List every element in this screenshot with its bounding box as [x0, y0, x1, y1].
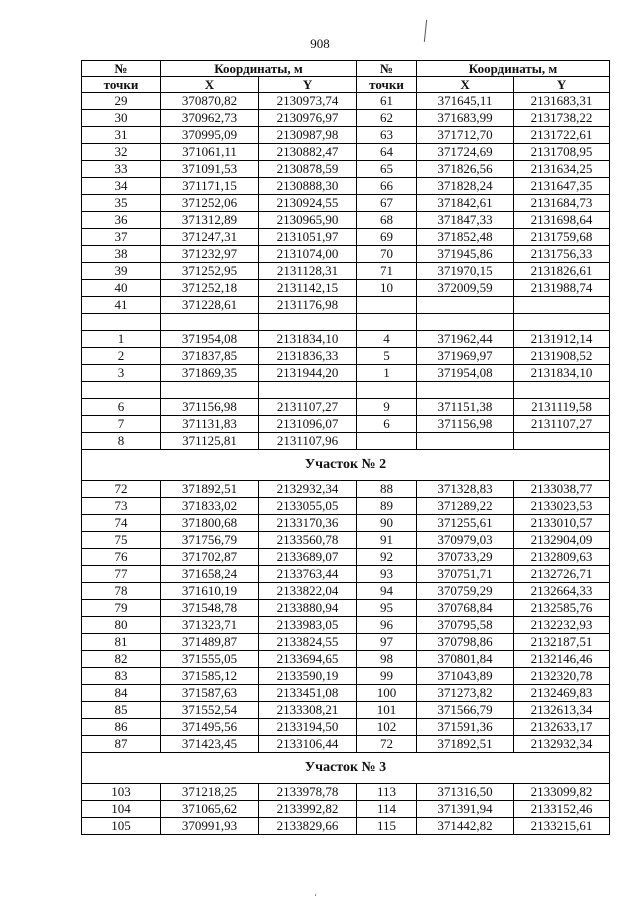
x-coordinate-cell: 371065,62 [161, 801, 259, 818]
y-coordinate-cell: 2131096,07 [259, 416, 357, 433]
y-coordinate-cell: 2131119,58 [514, 399, 610, 416]
point-number-cell: 103 [82, 784, 161, 801]
x-coordinate-cell: 371442,82 [417, 818, 514, 835]
point-number-cell: 74 [82, 515, 161, 532]
point-number-cell: 99 [357, 668, 417, 685]
table-row [82, 719, 610, 736]
y-coordinate-cell: 2131836,33 [259, 348, 357, 365]
point-number-cell: 76 [82, 549, 161, 566]
y-coordinate-cell: 2133055,05 [259, 498, 357, 515]
table-row [82, 532, 610, 549]
point-number-cell: 94 [357, 583, 417, 600]
table-row [82, 801, 610, 818]
point-number-cell: 93 [357, 566, 417, 583]
y-coordinate-cell: 2133560,78 [259, 532, 357, 549]
point-number-cell: 4 [357, 331, 417, 348]
point-number-cell: 68 [357, 212, 417, 229]
point-number-cell: 9 [357, 399, 417, 416]
table-row [82, 651, 610, 668]
y-coordinate-cell [259, 382, 357, 399]
x-coordinate-cell [417, 314, 514, 331]
point-number-cell: 33 [82, 161, 161, 178]
x-coordinate-cell: 371587,63 [161, 685, 259, 702]
point-number-cell: 34 [82, 178, 161, 195]
table-row [82, 702, 610, 719]
point-number-cell: 31 [82, 127, 161, 144]
table-row [82, 246, 610, 263]
x-coordinate-cell: 371847,33 [417, 212, 514, 229]
y-coordinate-cell: 2131107,96 [259, 433, 357, 450]
table-row [82, 784, 610, 801]
point-number-cell: 36 [82, 212, 161, 229]
y-coordinate-cell: 2133215,61 [514, 818, 610, 835]
point-number-header-bottom: точки [357, 77, 417, 93]
table-row [82, 229, 610, 246]
y-coordinate-cell: 2132585,76 [514, 600, 610, 617]
table-row [82, 668, 610, 685]
x-header: X [161, 77, 259, 93]
y-coordinate-cell: 2133170,36 [259, 515, 357, 532]
x-coordinate-cell: 371712,70 [417, 127, 514, 144]
table-row [82, 195, 610, 212]
y-coordinate-cell: 2131128,31 [259, 263, 357, 280]
y-coordinate-cell: 2133010,57 [514, 515, 610, 532]
y-coordinate-cell: 2130973,74 [259, 93, 357, 110]
x-coordinate-cell: 371255,61 [417, 515, 514, 532]
point-number-cell: 67 [357, 195, 417, 212]
point-number-cell: 61 [357, 93, 417, 110]
y-coordinate-cell: 2133451,08 [259, 685, 357, 702]
y-coordinate-cell: 2132664,33 [514, 583, 610, 600]
coordinates-header: Координаты, м [161, 61, 357, 77]
point-number-cell: 72 [82, 481, 161, 498]
x-coordinate-cell: 371125,81 [161, 433, 259, 450]
point-number-cell: 5 [357, 348, 417, 365]
table-row [82, 297, 610, 314]
y-coordinate-cell: 2130924,55 [259, 195, 357, 212]
point-number-header-bottom: точки [82, 77, 161, 93]
table-row [82, 498, 610, 515]
point-number-cell: 38 [82, 246, 161, 263]
point-number-cell: 100 [357, 685, 417, 702]
point-number-cell [357, 382, 417, 399]
y-coordinate-cell: 2132320,78 [514, 668, 610, 685]
y-coordinate-cell: 2131908,52 [514, 348, 610, 365]
y-coordinate-cell: 2131142,15 [259, 280, 357, 297]
point-number-cell: 98 [357, 651, 417, 668]
point-number-cell: 104 [82, 801, 161, 818]
y-coordinate-cell: 2131756,33 [514, 246, 610, 263]
x-coordinate-cell: 371555,05 [161, 651, 259, 668]
table-row [82, 634, 610, 651]
point-number-cell: 90 [357, 515, 417, 532]
x-coordinate-cell: 370962,73 [161, 110, 259, 127]
x-coordinate-cell [161, 314, 259, 331]
x-coordinate-cell: 371252,18 [161, 280, 259, 297]
point-number-cell: 82 [82, 651, 161, 668]
y-header: Y [259, 77, 357, 93]
y-coordinate-cell: 2133992,82 [259, 801, 357, 818]
x-coordinate-cell: 371892,51 [161, 481, 259, 498]
x-coordinate-cell: 371252,06 [161, 195, 259, 212]
x-coordinate-cell: 371800,68 [161, 515, 259, 532]
coordinates-table [81, 60, 610, 835]
y-coordinate-cell: 2130878,59 [259, 161, 357, 178]
point-number-cell: 41 [82, 297, 161, 314]
point-number-cell [82, 314, 161, 331]
x-coordinate-cell: 371252,95 [161, 263, 259, 280]
y-coordinate-cell: 2133978,78 [259, 784, 357, 801]
x-coordinate-cell: 371323,71 [161, 617, 259, 634]
y-coordinate-cell: 2133099,82 [514, 784, 610, 801]
x-coordinate-cell: 371061,11 [161, 144, 259, 161]
point-number-cell: 81 [82, 634, 161, 651]
y-coordinate-cell: 2130976,97 [259, 110, 357, 127]
y-coordinate-cell: 2132146,46 [514, 651, 610, 668]
x-coordinate-cell: 370870,82 [161, 93, 259, 110]
point-number-cell: 29 [82, 93, 161, 110]
x-coordinate-cell: 371658,24 [161, 566, 259, 583]
x-coordinate-cell: 371970,15 [417, 263, 514, 280]
y-coordinate-cell: 2131176,98 [259, 297, 357, 314]
point-number-cell: 114 [357, 801, 417, 818]
point-number-cell: 3 [82, 365, 161, 382]
x-coordinate-cell: 371495,56 [161, 719, 259, 736]
point-number-cell: 89 [357, 498, 417, 515]
point-number-cell: 83 [82, 668, 161, 685]
table-row [82, 314, 610, 331]
table-row [82, 144, 610, 161]
x-coordinate-cell: 371228,61 [161, 297, 259, 314]
x-coordinate-cell: 371156,98 [417, 416, 514, 433]
x-coordinate-cell: 371756,79 [161, 532, 259, 549]
point-number-cell: 39 [82, 263, 161, 280]
table-row [82, 818, 610, 835]
x-coordinate-cell: 371151,38 [417, 399, 514, 416]
y-coordinate-cell: 2130888,30 [259, 178, 357, 195]
point-number-cell: 70 [357, 246, 417, 263]
y-coordinate-cell: 2132809,63 [514, 549, 610, 566]
point-number-cell: 105 [82, 818, 161, 835]
y-coordinate-cell: 2132726,71 [514, 566, 610, 583]
x-coordinate-cell: 371423,45 [161, 736, 259, 753]
x-coordinate-cell: 370801,84 [417, 651, 514, 668]
table-row [82, 382, 610, 399]
y-coordinate-cell: 2130965,90 [259, 212, 357, 229]
y-coordinate-cell: 2131826,61 [514, 263, 610, 280]
point-number-cell: 77 [82, 566, 161, 583]
point-number-cell [357, 433, 417, 450]
y-coordinate-cell [514, 433, 610, 450]
x-coordinate-cell: 371837,85 [161, 348, 259, 365]
point-number-cell: 10 [357, 280, 417, 297]
table-row [82, 583, 610, 600]
y-coordinate-cell: 2132904,09 [514, 532, 610, 549]
y-coordinate-cell: 2130882,47 [259, 144, 357, 161]
coordinates-header: Координаты, м [417, 61, 610, 77]
y-coordinate-cell: 2131698,64 [514, 212, 610, 229]
y-coordinate-cell: 2133106,44 [259, 736, 357, 753]
y-coordinate-cell: 2131834,10 [514, 365, 610, 382]
x-coordinate-cell: 371489,87 [161, 634, 259, 651]
y-coordinate-cell: 2133038,77 [514, 481, 610, 498]
x-coordinate-cell: 371683,99 [417, 110, 514, 127]
point-number-cell: 96 [357, 617, 417, 634]
point-number-cell: 2 [82, 348, 161, 365]
x-coordinate-cell: 371232,97 [161, 246, 259, 263]
table-row [82, 212, 610, 229]
point-number-cell: 95 [357, 600, 417, 617]
y-coordinate-cell: 2131944,20 [259, 365, 357, 382]
point-number-cell: 63 [357, 127, 417, 144]
point-number-cell: 7 [82, 416, 161, 433]
x-coordinate-cell: 371289,22 [417, 498, 514, 515]
table-row [82, 736, 610, 753]
table-row [82, 515, 610, 532]
x-header: X [417, 77, 514, 93]
table-row [82, 549, 610, 566]
x-coordinate-cell: 371969,97 [417, 348, 514, 365]
point-number-cell [357, 297, 417, 314]
section-heading: Участок № 2 [82, 450, 610, 481]
section-heading-row [82, 450, 610, 481]
x-coordinate-cell: 370798,86 [417, 634, 514, 651]
table-row [82, 481, 610, 498]
section-heading: Участок № 3 [82, 753, 610, 784]
table-row [82, 348, 610, 365]
x-coordinate-cell [161, 382, 259, 399]
point-number-cell: 71 [357, 263, 417, 280]
y-coordinate-cell: 2131834,10 [259, 331, 357, 348]
point-number-cell: 102 [357, 719, 417, 736]
y-coordinate-cell: 2132187,51 [514, 634, 610, 651]
point-number-cell: 91 [357, 532, 417, 549]
x-coordinate-cell: 370751,71 [417, 566, 514, 583]
point-number-cell: 1 [82, 331, 161, 348]
point-number-cell [357, 314, 417, 331]
x-coordinate-cell: 371724,69 [417, 144, 514, 161]
y-coordinate-cell: 2133308,21 [259, 702, 357, 719]
x-coordinate-cell: 371591,36 [417, 719, 514, 736]
point-number-cell: 115 [357, 818, 417, 835]
x-coordinate-cell: 370991,93 [161, 818, 259, 835]
point-number-cell: 6 [82, 399, 161, 416]
y-coordinate-cell: 2130987,98 [259, 127, 357, 144]
x-coordinate-cell: 371610,19 [161, 583, 259, 600]
page-number: 908 [310, 36, 330, 51]
x-coordinate-cell: 371852,48 [417, 229, 514, 246]
point-number-cell: 6 [357, 416, 417, 433]
y-coordinate-cell: 2131759,68 [514, 229, 610, 246]
y-coordinate-cell: 2132469,83 [514, 685, 610, 702]
point-number-cell: 92 [357, 549, 417, 566]
y-coordinate-cell [259, 314, 357, 331]
x-coordinate-cell: 371091,53 [161, 161, 259, 178]
x-coordinate-cell: 370733,29 [417, 549, 514, 566]
y-coordinate-cell: 2131634,25 [514, 161, 610, 178]
y-coordinate-cell: 2133689,07 [259, 549, 357, 566]
point-number-cell: 80 [82, 617, 161, 634]
point-number-cell: 35 [82, 195, 161, 212]
x-coordinate-cell: 371548,78 [161, 600, 259, 617]
x-coordinate-cell: 372009,59 [417, 280, 514, 297]
y-coordinate-cell: 2133152,46 [514, 801, 610, 818]
y-coordinate-cell: 2131988,74 [514, 280, 610, 297]
y-coordinate-cell [514, 314, 610, 331]
point-number-cell: 79 [82, 600, 161, 617]
point-number-cell: 8 [82, 433, 161, 450]
x-coordinate-cell: 370795,58 [417, 617, 514, 634]
x-coordinate-cell [417, 382, 514, 399]
y-coordinate-cell: 2131738,22 [514, 110, 610, 127]
x-coordinate-cell: 371218,25 [161, 784, 259, 801]
y-coordinate-cell [514, 382, 610, 399]
table-row [82, 178, 610, 195]
y-coordinate-cell: 2132613,34 [514, 702, 610, 719]
x-coordinate-cell: 371585,12 [161, 668, 259, 685]
point-number-cell: 65 [357, 161, 417, 178]
point-number-header-top: № [357, 61, 417, 77]
y-coordinate-cell: 2131684,73 [514, 195, 610, 212]
table-row [82, 685, 610, 702]
table-header [82, 61, 610, 93]
y-coordinate-cell: 2133763,44 [259, 566, 357, 583]
table-row [82, 416, 610, 433]
x-coordinate-cell: 371131,83 [161, 416, 259, 433]
x-coordinate-cell: 371945,86 [417, 246, 514, 263]
x-coordinate-cell: 371043,89 [417, 668, 514, 685]
point-number-cell [82, 382, 161, 399]
x-coordinate-cell: 371702,87 [161, 549, 259, 566]
y-coordinate-cell: 2131722,61 [514, 127, 610, 144]
point-number-cell: 84 [82, 685, 161, 702]
point-number-cell: 69 [357, 229, 417, 246]
y-coordinate-cell: 2131647,35 [514, 178, 610, 195]
y-coordinate-cell: 2131074,00 [259, 246, 357, 263]
x-coordinate-cell: 370995,09 [161, 127, 259, 144]
x-coordinate-cell: 371247,31 [161, 229, 259, 246]
y-coordinate-cell: 2133880,94 [259, 600, 357, 617]
point-number-cell: 66 [357, 178, 417, 195]
table-row [82, 127, 610, 144]
point-number-cell: 62 [357, 110, 417, 127]
x-coordinate-cell: 371312,89 [161, 212, 259, 229]
table-row [82, 263, 610, 280]
point-number-header-top: № [82, 61, 161, 77]
point-number-cell: 85 [82, 702, 161, 719]
x-coordinate-cell: 370979,03 [417, 532, 514, 549]
point-number-cell: 87 [82, 736, 161, 753]
point-number-cell: 86 [82, 719, 161, 736]
x-coordinate-cell: 371892,51 [417, 736, 514, 753]
y-coordinate-cell: 2133822,04 [259, 583, 357, 600]
point-number-cell: 37 [82, 229, 161, 246]
table-row [82, 93, 610, 110]
table-row [82, 566, 610, 583]
x-coordinate-cell: 371566,79 [417, 702, 514, 719]
y-header: Y [514, 77, 610, 93]
scan-artifact-dot: ، [314, 888, 317, 898]
point-number-cell: 40 [82, 280, 161, 297]
x-coordinate-cell: 371171,15 [161, 178, 259, 195]
table-body [82, 93, 610, 835]
y-coordinate-cell: 2133194,50 [259, 719, 357, 736]
x-coordinate-cell [417, 433, 514, 450]
y-coordinate-cell: 2131107,27 [259, 399, 357, 416]
x-coordinate-cell: 371273,82 [417, 685, 514, 702]
x-coordinate-cell: 371328,83 [417, 481, 514, 498]
x-coordinate-cell: 371833,02 [161, 498, 259, 515]
y-coordinate-cell: 2133590,19 [259, 668, 357, 685]
x-coordinate-cell: 371316,50 [417, 784, 514, 801]
y-coordinate-cell: 2133023,53 [514, 498, 610, 515]
y-coordinate-cell: 2131912,14 [514, 331, 610, 348]
point-number-cell: 64 [357, 144, 417, 161]
point-number-cell: 30 [82, 110, 161, 127]
y-coordinate-cell: 2132932,34 [259, 481, 357, 498]
table-row [82, 600, 610, 617]
x-coordinate-cell: 371552,54 [161, 702, 259, 719]
point-number-cell: 78 [82, 583, 161, 600]
x-coordinate-cell: 371869,35 [161, 365, 259, 382]
y-coordinate-cell: 2131107,27 [514, 416, 610, 433]
x-coordinate-cell: 370768,84 [417, 600, 514, 617]
y-coordinate-cell: 2132932,34 [514, 736, 610, 753]
x-coordinate-cell: 371156,98 [161, 399, 259, 416]
table-row [82, 399, 610, 416]
y-coordinate-cell: 2131051,97 [259, 229, 357, 246]
x-coordinate-cell: 371842,61 [417, 195, 514, 212]
x-coordinate-cell: 371391,94 [417, 801, 514, 818]
point-number-cell: 1 [357, 365, 417, 382]
point-number-cell: 72 [357, 736, 417, 753]
y-coordinate-cell: 2132633,17 [514, 719, 610, 736]
y-coordinate-cell: 2131683,31 [514, 93, 610, 110]
point-number-cell: 88 [357, 481, 417, 498]
y-coordinate-cell: 2131708,95 [514, 144, 610, 161]
y-coordinate-cell [514, 297, 610, 314]
x-coordinate-cell: 371954,08 [161, 331, 259, 348]
point-number-cell: 73 [82, 498, 161, 515]
section-heading-row [82, 753, 610, 784]
x-coordinate-cell: 371962,44 [417, 331, 514, 348]
point-number-cell: 113 [357, 784, 417, 801]
table-row [82, 617, 610, 634]
x-coordinate-cell: 371954,08 [417, 365, 514, 382]
x-coordinate-cell: 370759,29 [417, 583, 514, 600]
x-coordinate-cell: 371828,24 [417, 178, 514, 195]
point-number-cell: 101 [357, 702, 417, 719]
y-coordinate-cell: 2132232,93 [514, 617, 610, 634]
point-number-cell: 97 [357, 634, 417, 651]
table-row [82, 365, 610, 382]
x-coordinate-cell [417, 297, 514, 314]
y-coordinate-cell: 2133983,05 [259, 617, 357, 634]
table-row [82, 161, 610, 178]
x-coordinate-cell: 371826,56 [417, 161, 514, 178]
table-row [82, 280, 610, 297]
point-number-cell: 32 [82, 144, 161, 161]
point-number-cell: 75 [82, 532, 161, 549]
table-row [82, 433, 610, 450]
y-coordinate-cell: 2133829,66 [259, 818, 357, 835]
table-row [82, 110, 610, 127]
y-coordinate-cell: 2133694,65 [259, 651, 357, 668]
x-coordinate-cell: 371645,11 [417, 93, 514, 110]
table-row [82, 331, 610, 348]
y-coordinate-cell: 2133824,55 [259, 634, 357, 651]
